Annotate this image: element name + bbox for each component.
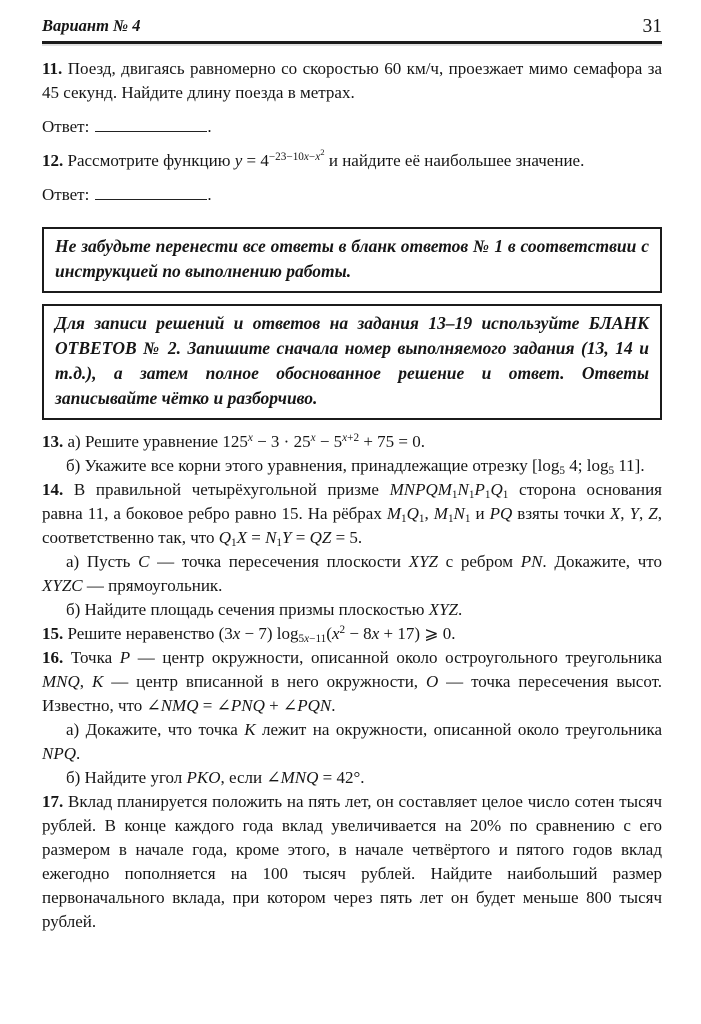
problem-17: 17. Вклад планируется положить на пять лет, он составляет целое число сотен тысяч рублей. В конце каждого года вклад увеличивается на 20% по сравнению с его размером в начале года, кроме этого, в начале четвёртого и пятого годов вклад ежегодно пополняется на 100 тысяч рублей. Найдите наибольший размер первоначального вклада, при котором через пять лет он будет меньше 800 тысяч рублей. [42, 792, 662, 931]
answer-label: Ответ: [42, 117, 90, 136]
problem-15: 15. Решите неравенство (3x − 7) $\log_{5x-11}(x^2 - 8x + 17)$ ⩾ 0. [42, 623, 456, 646]
problem-13b: б) Укажите все корни этого уравнения, принадлежащие отрезку [$\log_5$ 4; $\log_5 11$]. [66, 456, 645, 478]
problem-16b: б) Найдите угол PKO, если ∠MNQ = 42°. [66, 768, 365, 787]
problem-14a: а) Пусть C — точка пересечения плоскости XYZ с ребром PN. Докажите, что XYZC — прямоугольник. [42, 552, 662, 595]
answer-line-12 [42, 183, 662, 207]
problem-16: 16. Точка P — центр окружности, описанной около остроугольного треугольника MNQ, K — центр вписанной в него окружности, O — точка пересечения высот. Известно, что ∠NMQ = ∠PNQ + ∠PQN. [42, 648, 663, 715]
answer-period: . [207, 117, 212, 136]
problem-13a: 13. а) Решите уравнение $125^x - 3 \cdot 25^x - 5^{x+2} + 75 = 0$. [42, 431, 426, 451]
variant-title: Вариант № 4 [42, 16, 141, 35]
problem-14: 14. В правильной четырёхугольной призме $MNPQM_1N_1P_1Q_1$ сторона основания равна 11, а боковое ребро равно 15. На рёбрах $M_1Q_1$, $M_1N_1$ и PQ взяты точки X, Y, Z, соответственно так, что $Q_1X = N_1Y$ = QZ = 5. [42, 480, 663, 550]
page-header [42, 12, 662, 38]
answer-period: . [207, 185, 212, 204]
problem-12: 12. Рассмотрите функцию $y = 4^{-23-10x-x^2}$ и найдите её наибольшее значение. [42, 147, 585, 170]
answer-line-11 [42, 115, 662, 139]
notice-1-text: Не забудьте перенести все ответы в бланк ответов № 1 в соответствии с инструкцией по выполнению работы. [55, 236, 649, 281]
problem-11: 11. Поезд, двигаясь равномерно со скоростью 60 км/ч, проезжает мимо семафора за 45 секунд. Найдите длину поезда в метрах. [42, 59, 662, 102]
notice-box-2 [42, 304, 662, 420]
notice-2-text: Для записи решений и ответов на задания 13–19 используйте БЛАНК ОТВЕТОВ № 2. Запишите сначала номер выполняемого задания (13, 14 и т.д.), а затем полное обоснованное решение и ответ. Ответы записывайте чётко и разборчиво. [55, 313, 649, 408]
answer-blank-11 [95, 118, 207, 132]
answer-blank-12 [95, 186, 207, 200]
header-rule [42, 41, 662, 44]
page-number: 31 [642, 16, 662, 37]
answer-label: Ответ: [42, 185, 90, 204]
notice-box-1 [42, 227, 662, 293]
problem-14b: б) Найдите площадь сечения призмы плоскостью XYZ. [66, 600, 463, 619]
problem-16a: а) Докажите, что точка K лежит на окружности, описанной около треугольника NPQ. [42, 720, 662, 763]
